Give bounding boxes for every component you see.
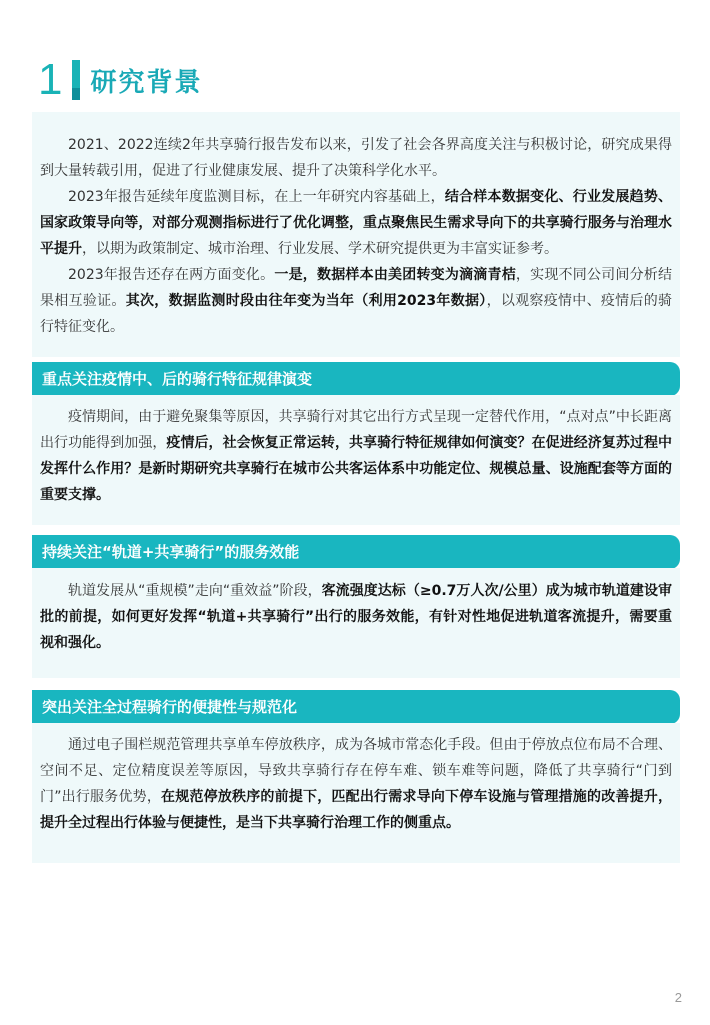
page-title: 研究背景	[90, 67, 203, 98]
section-3-paragraph: 通过电子围栏规范管理共享单车停放秩序，成为各城市常态化手段。但由于停放点位布局不合理、空间不足、定位精度误差等原因，导致共享骑行存在停车难、锁车难等问题，降低了共享骑行“门到门”出行服务优势，在规范停放秩序的前提下，匹配出行需求导向下停车设施与管理措施的改善提升，提升全过程出行体验与便捷性，是当下共享骑行治理工作的侧重点。	[40, 737, 672, 831]
section-heading	[38, 50, 203, 110]
section-content-1	[40, 404, 672, 508]
heading-accent-bar	[72, 60, 80, 100]
page-number: 2	[674, 990, 682, 1005]
section-2-paragraph: 轨道发展从“重规模”走向“重效益”阶段，客流强度达标（≥0.7万人次/公里）成为城市轨道建设审批的前提，如何更好发挥“轨道+共享骑行”出行的服务效能，有针对性地促进轨道客流提升，需要重视和强化。	[40, 583, 672, 651]
section-1-paragraph: 疫情期间，由于避免聚集等原因，共享骑行对其它出行方式呈现一定替代作用，“点对点”中长距离出行功能得到加强，疫情后，社会恢复正常运转，共享骑行特征规律如何演变？在促进经济复苏过程中发挥什么作用？是新时期研究共享骑行在城市公共客运体系中功能定位、规模总量、设施配套等方面的重要支撑。	[40, 409, 673, 503]
intro-paragraph-3: 2023年报告还存在两方面变化。一是，数据样本由美团转变为滴滴青桔，实现不同公司间分析结果相互验证。其次，数据监测时段由往年变为当年（利用2023年数据），以观察疫情中、疫情后的骑行特征变化。	[40, 267, 673, 335]
section-number: 1	[38, 55, 63, 104]
section-content-3	[40, 732, 672, 836]
section-banner-2: 持续关注“轨道+共享骑行”的服务效能	[32, 535, 680, 569]
section-banner-3: 突出关注全过程骑行的便捷性与规范化	[32, 690, 680, 724]
section-content-2	[40, 578, 672, 656]
section-banner-1: 重点关注疫情中、后的骑行特征规律演变	[32, 362, 680, 396]
intro-paragraph-2: 2023年报告延续年度监测目标，在上一年研究内容基础上，结合样本数据变化、行业发展趋势、国家政策导向等，对部分观测指标进行了优化调整，重点聚焦民生需求导向下的共享骑行服务与治理水平提升，以期为政策制定、城市治理、行业发展、学术研究提供更为丰富实证参考。	[40, 189, 672, 257]
intro-paragraph-1: 2021、2022连续2年共享骑行报告发布以来，引发了社会各界高度关注与积极讨论，研究成果得到大量转载引用，促进了行业健康发展、提升了决策科学化水平。	[40, 137, 672, 179]
intro-content	[40, 132, 672, 340]
